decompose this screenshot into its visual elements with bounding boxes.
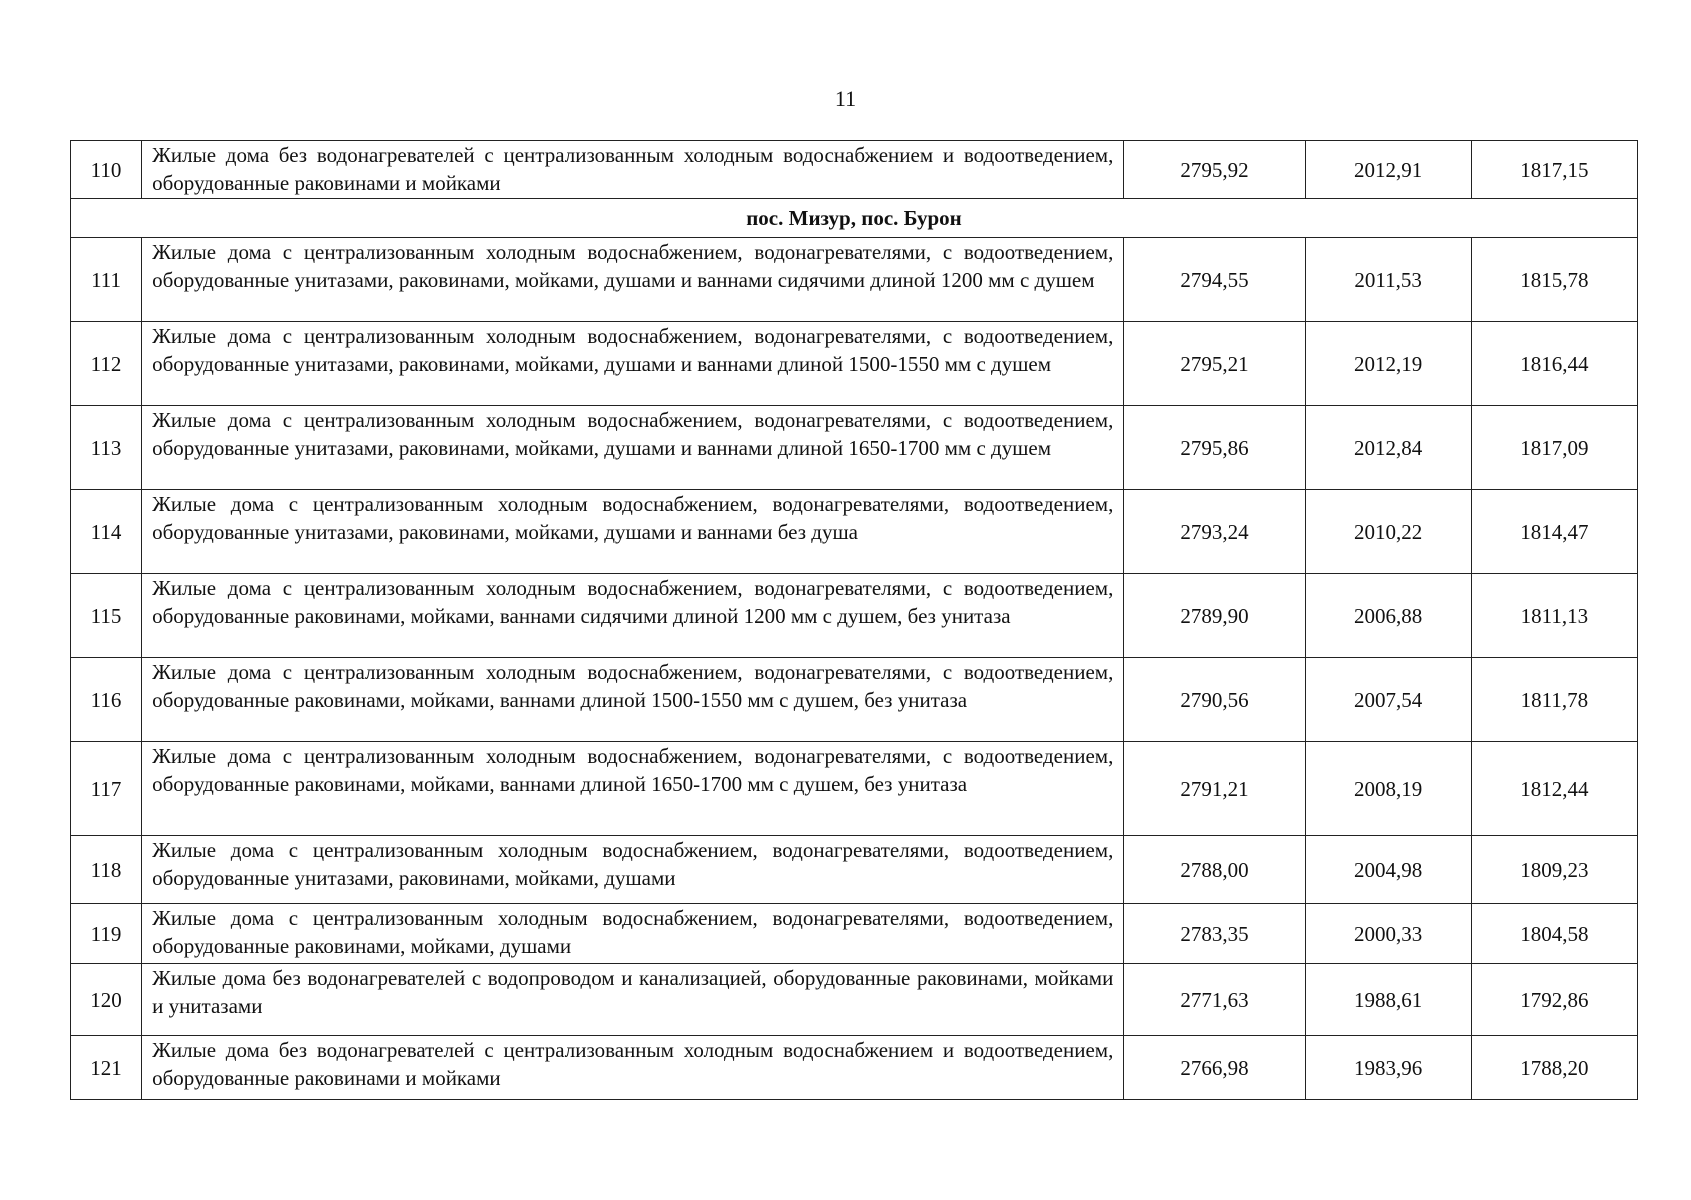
row-description: Жилые дома с централизованным холодным водоснабжением, водонагревателями, водоотведением, оборудованные унитазами, раковинами, мойками, душами и ваннами без душа bbox=[142, 490, 1124, 574]
row-description: Жилые дома с централизованным холодным водоснабжением, водонагревателями, с водоотведением, оборудованные раковинами, мойками, ваннами длиной 1650-1700 мм с душем, без унитаза bbox=[142, 742, 1124, 836]
tariff-value-3: 1817,09 bbox=[1471, 406, 1637, 490]
tariff-value-2: 1988,61 bbox=[1305, 964, 1471, 1036]
row-description: Жилые дома без водонагревателей с водопроводом и канализацией, оборудованные раковинами, мойками и унитазами bbox=[142, 964, 1124, 1036]
section-header-row bbox=[71, 199, 1638, 238]
row-description: Жилые дома без водонагревателей с централизованным холодным водоснабжением и водоотведением, оборудованные раковинами и мойками bbox=[142, 141, 1124, 199]
row-description: Жилые дома с централизованным холодным водоснабжением, водонагревателями, водоотведением, оборудованные раковинами, мойками, душами bbox=[142, 904, 1124, 964]
page-number: 11 bbox=[834, 86, 857, 111]
tariff-value-2: 2010,22 bbox=[1305, 490, 1471, 574]
tariff-value-3: 1814,47 bbox=[1471, 490, 1637, 574]
row-number: 120 bbox=[71, 964, 142, 1036]
tariff-value-1: 2795,21 bbox=[1124, 322, 1305, 406]
tariff-value-2: 2000,33 bbox=[1305, 904, 1471, 964]
row-description: Жилые дома с централизованным холодным водоснабжением, водонагревателями, с водоотведением, оборудованные унитазами, раковинами, мойками, душами и ваннами длиной 1650-1700 мм с душем bbox=[142, 406, 1124, 490]
tariff-value-2: 2012,84 bbox=[1305, 406, 1471, 490]
row-number: 121 bbox=[71, 1036, 142, 1100]
tariff-value-1: 2795,86 bbox=[1124, 406, 1305, 490]
table-row bbox=[71, 658, 1638, 742]
row-number: 112 bbox=[71, 322, 142, 406]
tariff-value-3: 1817,15 bbox=[1471, 141, 1637, 199]
tariff-value-1: 2794,55 bbox=[1124, 238, 1305, 322]
row-description: Жилые дома с централизованным холодным водоснабжением, водонагревателями, с водоотведением, оборудованные унитазами, раковинами, мойками, душами и ваннами длиной 1500-1550 мм с душем bbox=[142, 322, 1124, 406]
tariff-value-1: 2766,98 bbox=[1124, 1036, 1305, 1100]
tariff-value-1: 2788,00 bbox=[1124, 836, 1305, 904]
tariff-value-1: 2771,63 bbox=[1124, 964, 1305, 1036]
row-description: Жилые дома с централизованным холодным водоснабжением, водонагревателями, с водоотведением, оборудованные раковинами, мойками, ваннами длиной 1500-1550 мм с душем, без унитаза bbox=[142, 658, 1124, 742]
tariff-value-3: 1816,44 bbox=[1471, 322, 1637, 406]
tariff-value-1: 2790,56 bbox=[1124, 658, 1305, 742]
tariff-value-1: 2791,21 bbox=[1124, 742, 1305, 836]
table-row bbox=[71, 141, 1638, 199]
row-number: 118 bbox=[71, 836, 142, 904]
tariff-value-1: 2783,35 bbox=[1124, 904, 1305, 964]
row-number: 117 bbox=[71, 742, 142, 836]
row-number: 116 bbox=[71, 658, 142, 742]
row-number: 115 bbox=[71, 574, 142, 658]
tariff-value-2: 2007,54 bbox=[1305, 658, 1471, 742]
tariff-value-3: 1792,86 bbox=[1471, 964, 1637, 1036]
table-row bbox=[71, 964, 1638, 1036]
tariff-value-2: 2004,98 bbox=[1305, 836, 1471, 904]
table-row bbox=[71, 742, 1638, 836]
tariff-value-2: 2006,88 bbox=[1305, 574, 1471, 658]
tariff-value-2: 2011,53 bbox=[1305, 238, 1471, 322]
tariff-value-3: 1811,13 bbox=[1471, 574, 1637, 658]
table-row bbox=[71, 836, 1638, 904]
row-number: 111 bbox=[71, 238, 142, 322]
tariff-value-2: 2012,19 bbox=[1305, 322, 1471, 406]
row-number: 113 bbox=[71, 406, 142, 490]
tariff-value-3: 1809,23 bbox=[1471, 836, 1637, 904]
tariff-value-3: 1804,58 bbox=[1471, 904, 1637, 964]
row-description: Жилые дома без водонагревателей с централизованным холодным водоснабжением и водоотведением, оборудованные раковинами и мойками bbox=[142, 1036, 1124, 1100]
table-row bbox=[71, 238, 1638, 322]
tariff-value-3: 1815,78 bbox=[1471, 238, 1637, 322]
tariff-table-body bbox=[71, 141, 1638, 1100]
tariff-value-2: 2008,19 bbox=[1305, 742, 1471, 836]
tariff-value-1: 2795,92 bbox=[1124, 141, 1305, 199]
table-row bbox=[71, 904, 1638, 964]
tariff-value-1: 2793,24 bbox=[1124, 490, 1305, 574]
tariff-value-1: 2789,90 bbox=[1124, 574, 1305, 658]
row-description: Жилые дома с централизованным холодным водоснабжением, водонагревателями, с водоотведением, оборудованные раковинами, мойками, ваннами сидячими длиной 1200 мм с душем, без унитаза bbox=[142, 574, 1124, 658]
table-row bbox=[71, 490, 1638, 574]
row-description: Жилые дома с централизованным холодным водоснабжением, водонагревателями, с водоотведением, оборудованные унитазами, раковинами, мойками, душами и ваннами сидячими длиной 1200 мм с душем bbox=[142, 238, 1124, 322]
table-row bbox=[71, 574, 1638, 658]
row-number: 119 bbox=[71, 904, 142, 964]
table-row bbox=[71, 1036, 1638, 1100]
tariff-value-2: 1983,96 bbox=[1305, 1036, 1471, 1100]
row-number: 110 bbox=[71, 141, 142, 199]
tariff-value-3: 1811,78 bbox=[1471, 658, 1637, 742]
row-description: Жилые дома с централизованным холодным водоснабжением, водонагревателями, водоотведением, оборудованные унитазами, раковинами, мойками, душами bbox=[142, 836, 1124, 904]
section-title: пос. Мизур, пос. Бурон bbox=[71, 199, 1638, 238]
tariff-value-3: 1788,20 bbox=[1471, 1036, 1637, 1100]
tariff-value-3: 1812,44 bbox=[1471, 742, 1637, 836]
tariff-table bbox=[70, 140, 1638, 1100]
tariff-value-2: 2012,91 bbox=[1305, 141, 1471, 199]
table-row bbox=[71, 322, 1638, 406]
row-number: 114 bbox=[71, 490, 142, 574]
table-row bbox=[71, 406, 1638, 490]
